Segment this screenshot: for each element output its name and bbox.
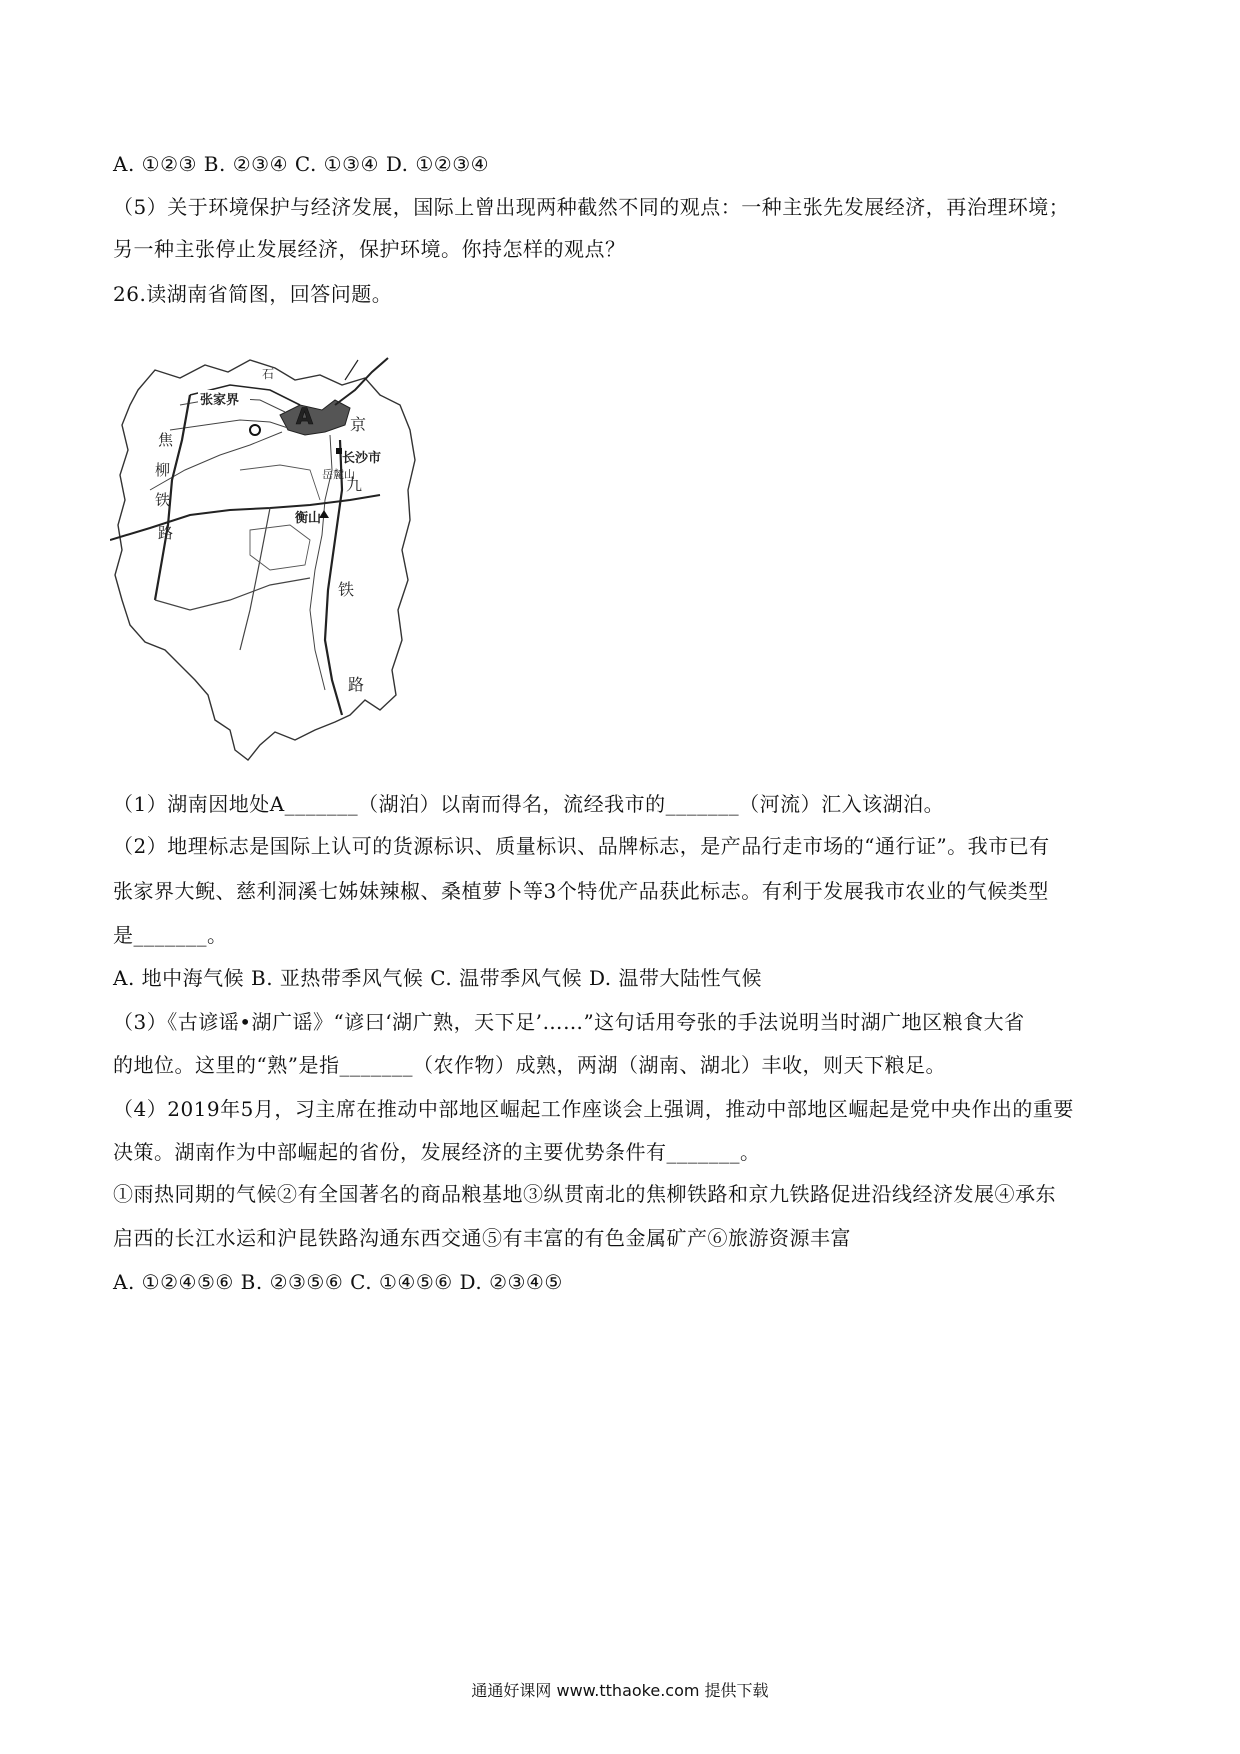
zhangjiajie-marker: [250, 425, 260, 435]
rail-jingjiu-char-4: 路: [348, 675, 365, 694]
question-5-line-1: （5）关于环境保护与经济发展，国际上曾出现两种截然不同的观点：一种主张先发展经济，再治理环境；: [113, 195, 1070, 219]
map-label-zhangjiajie: 张家界: [200, 393, 240, 408]
question-26-title: 26.读湖南省简图，回答问题。: [113, 282, 393, 306]
hunan-map-svg: [110, 350, 445, 775]
answer-options-26-4: A. ①②④⑤⑥ B. ②③⑤⑥ C. ①④⑤⑥ D. ②③④⑤: [113, 1270, 563, 1294]
rail-jiaoliu-char-4: 路: [158, 524, 174, 542]
answer-options-26-2: A. 地中海气候 B. 亚热带季风气候 C. 温带季风气候 D. 温带大陆性气候: [113, 966, 762, 990]
hunan-province-map: [110, 350, 445, 775]
page-footer: 通通好课网 www.tthaoke.com 提供下载: [471, 1681, 769, 1700]
railway-west: [155, 578, 310, 610]
question-26-2-line-3: 是_______。: [113, 923, 228, 947]
railway-huking: [110, 495, 380, 540]
map-label-a: A: [296, 405, 314, 430]
map-label-yuelu: 岳麓山: [322, 468, 355, 481]
question-26-4-line-1: （4）2019年5月，习主席在推动中部地区崛起工作座谈会上强调，推动中部地区崛起是党中央作出的重要: [113, 1097, 1074, 1121]
region-line-1: [240, 465, 320, 500]
river-north: [345, 360, 358, 380]
province-outline: [115, 360, 415, 760]
map-label-hengshan: 衡山: [295, 511, 322, 526]
question-26-4-line-3: ①雨热同期的气候②有全国著名的商品粮基地③纵贯南北的焦柳铁路和京九铁路促进沿线经济发展④承东: [113, 1182, 1056, 1206]
question-26-3-line-2: 的地位。这里的“熟”是指_______（农作物）成熟，两湖（湖南、湖北）丰收，则天下粮足。: [113, 1053, 946, 1077]
question-26-3-line-1: （3）《古谚谣•湖广谣》“谚曰‘湖广熟，天下足’……”这句话用夸张的手法说明当时湖广地区粮食大省: [113, 1010, 1025, 1034]
question-26-1: （1）湖南因地处A_______（湖泊）以南而得名，流经我市的_______（河流）汇入该湖泊。: [113, 792, 945, 816]
rail-jingjiu-char-3: 铁: [338, 580, 355, 599]
question-5-line-2: 另一种主张停止发展经济，保护环境。你持怎样的观点？: [113, 237, 626, 261]
rail-jiaoliu-char-1: 焦: [158, 431, 174, 449]
rail-jingjiu-char-1: 京: [350, 415, 367, 434]
question-26-4-line-2: 决策。湖南作为中部崛起的省份，发展经济的主要优势条件有_______。: [113, 1140, 761, 1164]
map-label-changsha: 长沙市: [342, 451, 382, 466]
question-26-2-line-1: （2）地理标志是国际上认可的货源标识、质量标识、品牌标志，是产品行走市场的“通行证”。我市已有: [113, 834, 1050, 858]
question-26-2-line-2: 张家界大鲵、慈利洞溪七姊妹辣椒、桑植萝卜等3个特优产品获此标志。有利于发展我市农业的气候类型: [113, 879, 1049, 903]
changsha-marker: [336, 448, 342, 454]
rail-jiaoliu-char-2: 柳: [155, 461, 171, 479]
question-26-4-line-4: 启西的长江水运和沪昆铁路沟通东西交通⑤有丰富的有色金属矿产⑥旅游资源丰富: [113, 1226, 851, 1250]
rail-jingjiu-char-2: 九: [346, 475, 363, 494]
dongting-lake: [280, 400, 350, 435]
railway-jingjiu: [325, 440, 342, 715]
map-label-shi: 石: [262, 367, 275, 381]
answer-options-q5-4: A. ①②③ B. ②③④ C. ①③④ D. ①②③④: [113, 152, 490, 176]
river-zi: [170, 420, 288, 430]
yangtze-river: [335, 358, 388, 405]
rail-jiaoliu-char-3: 铁: [155, 491, 171, 509]
